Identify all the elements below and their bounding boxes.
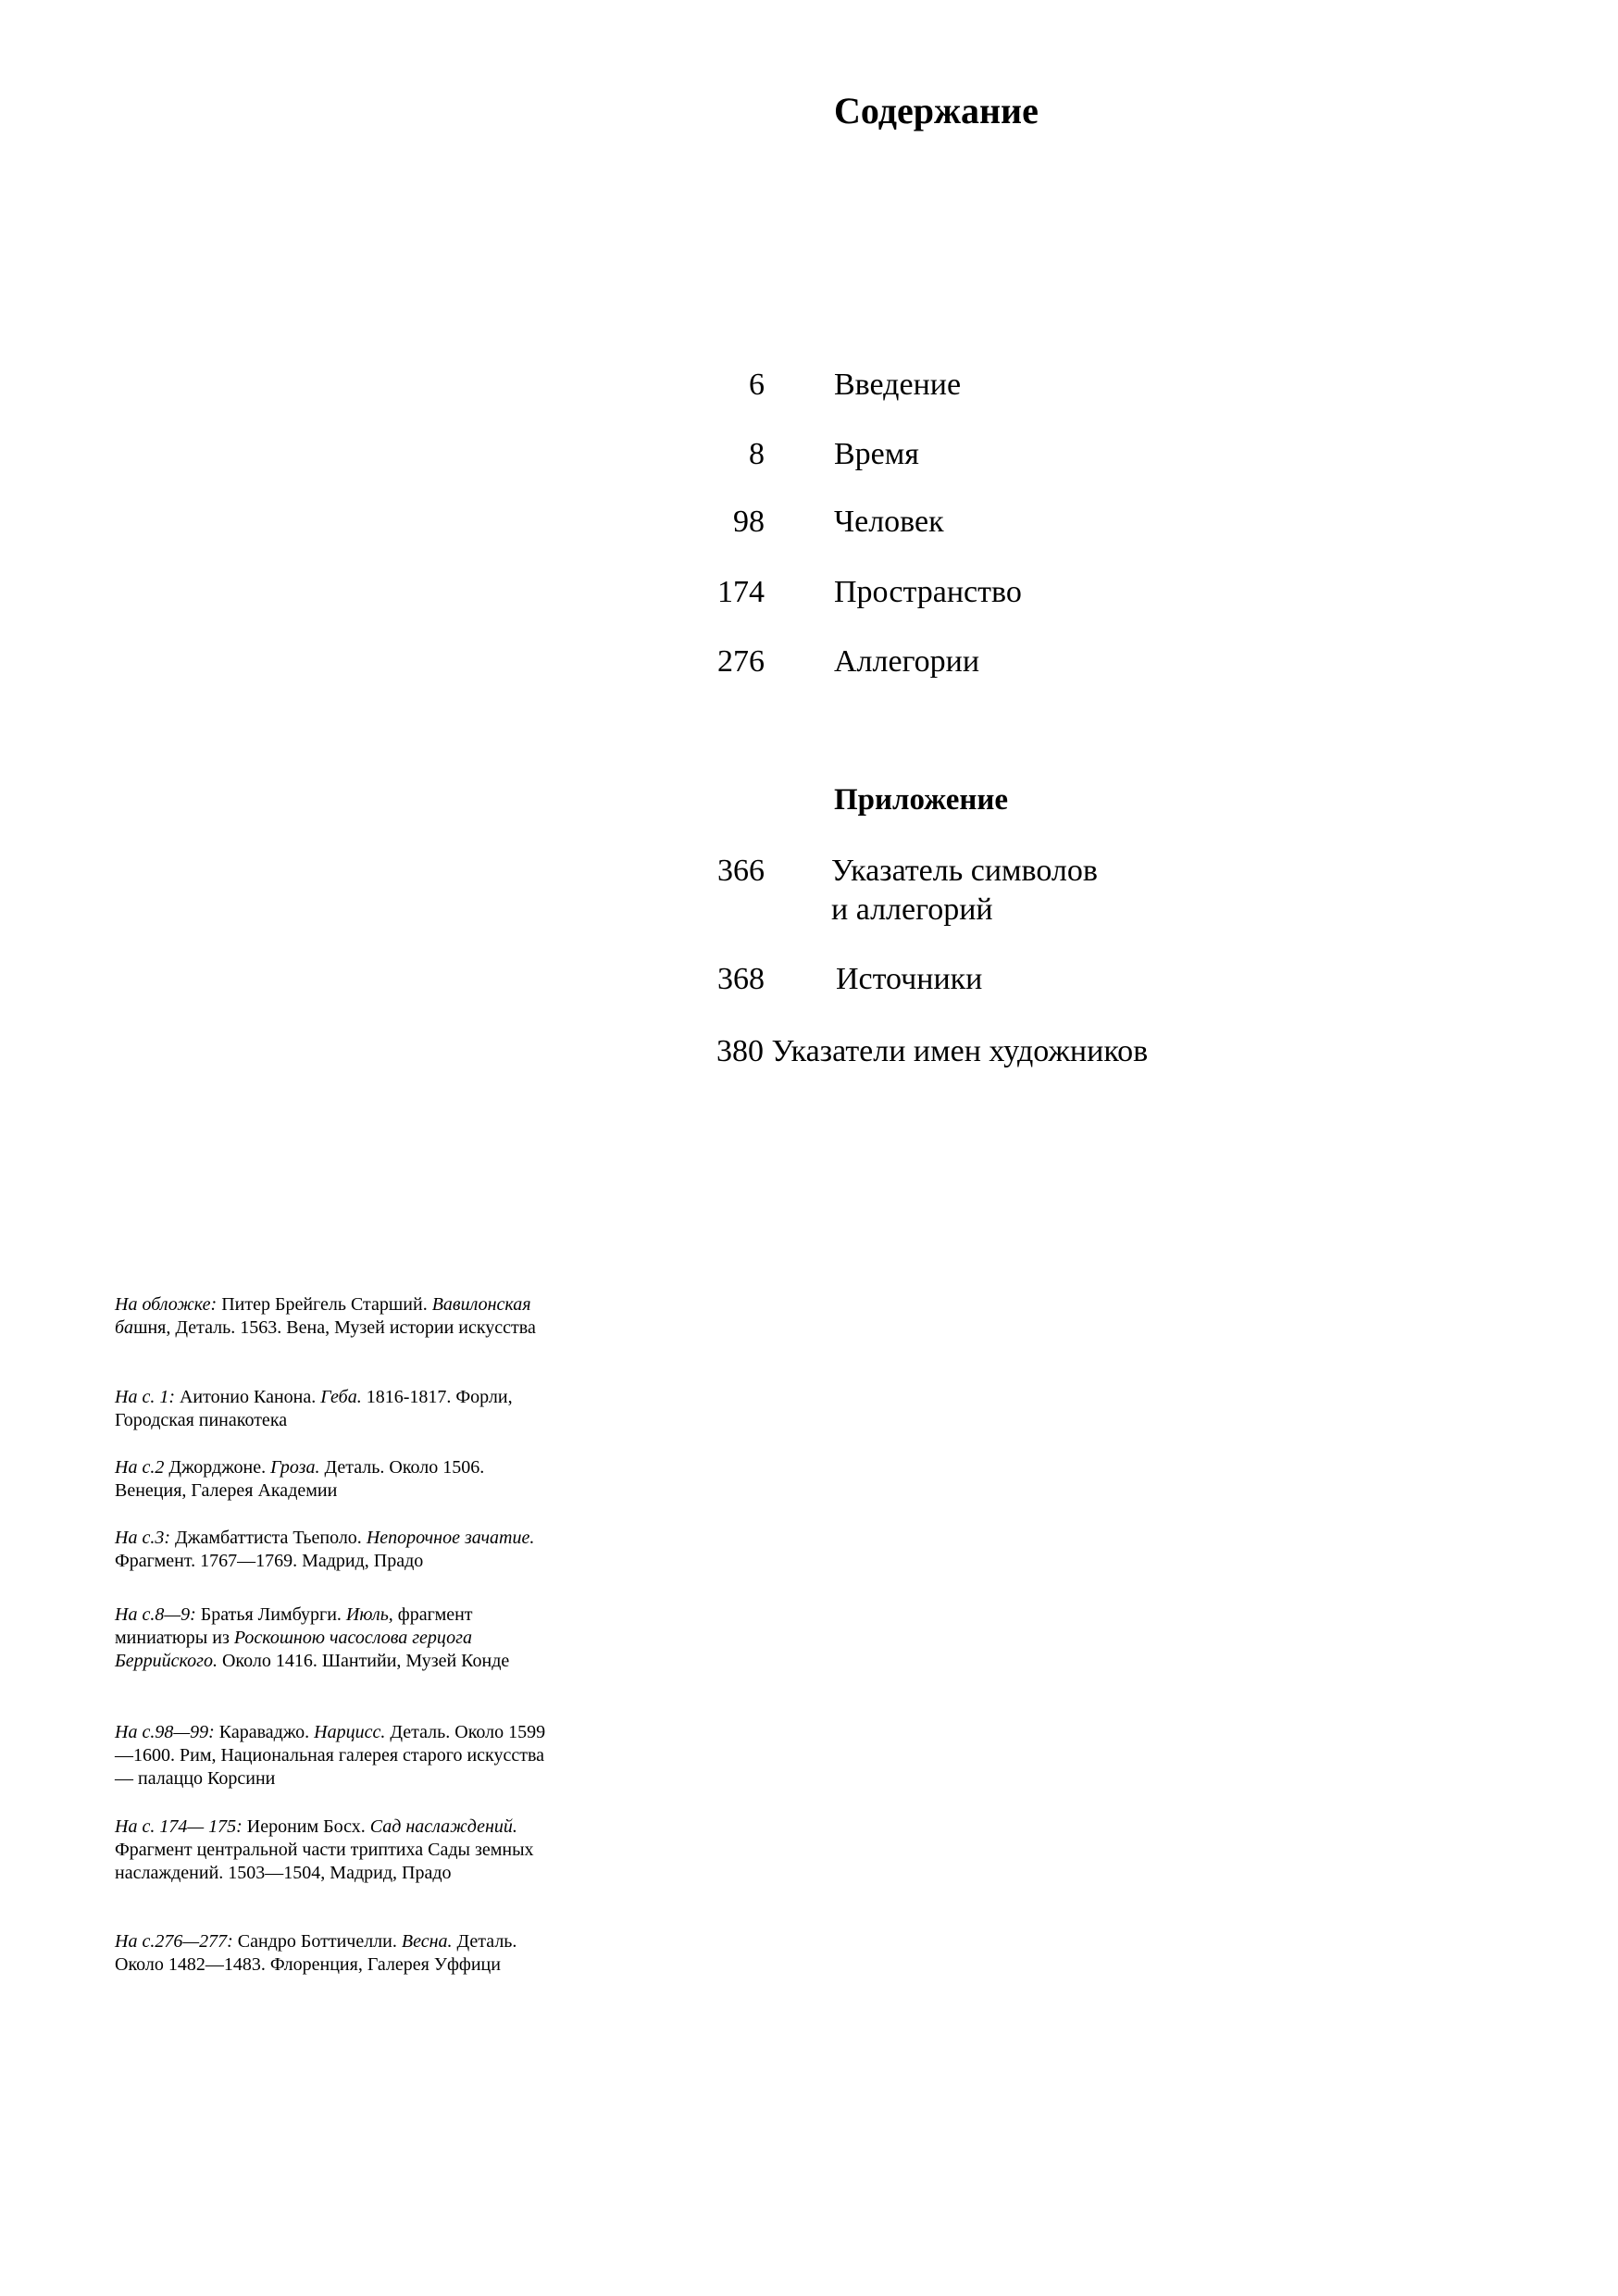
toc-page-number: 368 (717, 962, 765, 996)
caption-italic-text: Роскошною часослова герцога Беррийского. (115, 1628, 472, 1671)
caption-italic-text: Июль, (345, 1604, 398, 1625)
toc-label: Указатель символов (831, 854, 1098, 888)
caption-italic-text: Непорочное зачатие. (366, 1528, 535, 1548)
toc-page-number: 98 (733, 505, 765, 539)
caption-block (115, 1456, 559, 1503)
caption-block (115, 1386, 559, 1432)
caption-italic-text: На обложке: (115, 1294, 222, 1315)
appendix-heading: Приложение (834, 783, 1009, 817)
caption-text: Деталь. Около 1599—1600. Рим, Национальная галерея старого искусства — палаццо Корсини (115, 1722, 546, 1789)
toc-label: Источники (836, 962, 983, 996)
toc-label: Введение (834, 368, 962, 402)
caption-text: Джамбаттиста Тьеполо. (174, 1528, 367, 1548)
caption-text: Фрагмент. 1767—1769. Мадрид, Прадо (115, 1551, 424, 1571)
caption-block (115, 1930, 559, 1977)
caption-text: Аитонио Канона. (179, 1387, 321, 1407)
caption-italic-text: На с.3: (115, 1528, 175, 1548)
caption-italic-text: На с.98—99: (115, 1722, 219, 1742)
caption-italic-text: На с. 174— 175: (115, 1816, 247, 1837)
toc-label: Пространство (834, 575, 1022, 609)
toc-page-number: 276 (717, 644, 765, 679)
caption-text: Около 1416. Шантийи, Музей Конде (221, 1651, 510, 1671)
caption-italic-text: На с.2 (115, 1457, 169, 1478)
caption-text: шня, Деталь. 1563. Вена, Музей истории искусства (133, 1317, 536, 1338)
caption-block (115, 1527, 559, 1573)
caption-block (115, 1816, 559, 1885)
toc-page-number: 6 (749, 368, 765, 402)
toc-label: Аллегории (834, 644, 980, 679)
caption-italic-text: Геба. (320, 1387, 367, 1407)
toc-page-number: 174 (717, 575, 765, 609)
toc-label: Время (834, 437, 919, 471)
page-title: Содержание (834, 90, 1039, 131)
toc-page-number: 366 (717, 854, 765, 888)
caption-text: Братья Лимбурги. (200, 1604, 346, 1625)
caption-text: Джорджоне. (168, 1457, 271, 1478)
toc-label-continued: и аллегорий (831, 892, 993, 927)
caption-text: Деталь. Около 1482—1483. Флоренция, Галерея Уффици (115, 1931, 517, 1975)
caption-text: Сандро Боттичелли. (237, 1931, 402, 1952)
caption-italic-text: На с.276—277: (115, 1931, 238, 1952)
caption-italic-text: Вавилонская ба (115, 1294, 531, 1338)
caption-block (115, 1721, 559, 1791)
caption-block (115, 1293, 559, 1340)
caption-italic-text: Весна. (401, 1931, 457, 1952)
caption-italic-text: Нарцисс. (314, 1722, 391, 1742)
caption-text: Деталь. Около 1506. Венеция, Галерея Академии (115, 1457, 485, 1501)
caption-italic-text: Гроза. (270, 1457, 325, 1478)
caption-text: фрагмент миниатюры из (115, 1604, 473, 1648)
caption-text: 1816-1817. Форли, Городская пинакотека (115, 1387, 513, 1430)
toc-label: Человек (834, 505, 944, 539)
caption-text: Иероним Босх. (246, 1816, 370, 1837)
caption-block (115, 1603, 559, 1673)
toc-entry[interactable]: 380 Указатели имен художников (716, 1034, 1149, 1068)
caption-italic-text: На с.8—9: (115, 1604, 201, 1625)
caption-italic-text: Сад наслаждений. (369, 1816, 517, 1837)
caption-text: Питер Брейгель Старший. (221, 1294, 432, 1315)
caption-text: Караваджо. (218, 1722, 315, 1742)
caption-text: Фрагмент центральной части триптиха Сады земных наслаждений. 1503—1504, Мадрид, Прадо (115, 1840, 534, 1883)
caption-italic-text: На с. 1: (115, 1387, 180, 1407)
toc-page-number: 8 (749, 437, 765, 471)
